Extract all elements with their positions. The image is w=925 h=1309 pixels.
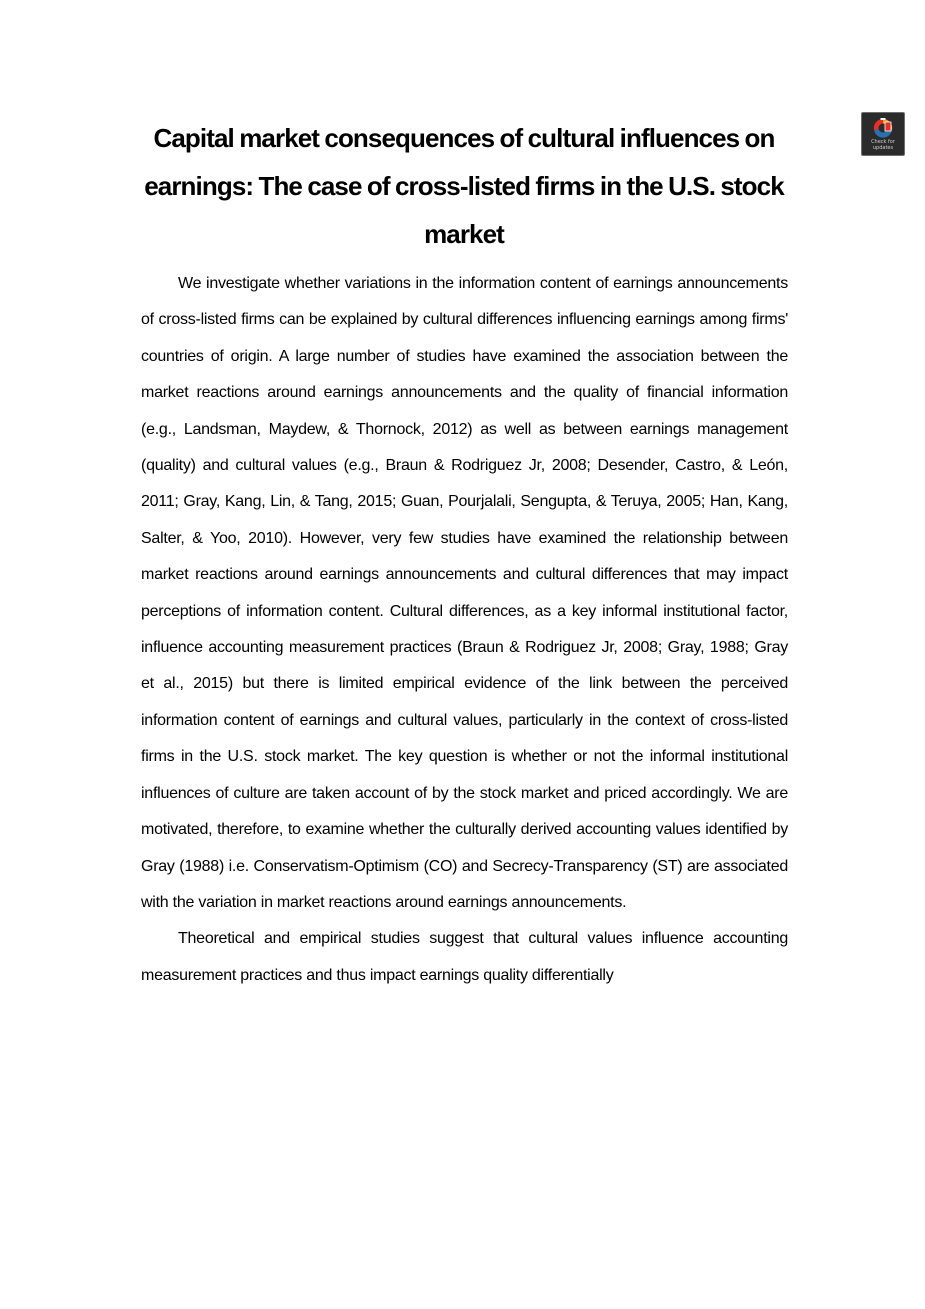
paragraph: We investigate whether variations in the information content of earnings announcements of cross-listed firms can be explained by cultural differences influencing earnings among firms' countries of origin. A large number of studies have examined the association between the market reactions around earnings announcements and the quality of financial information (e.g., Landsman, Maydew, & Thornock, 2012) as well as between earnings management (quality) and cultural values (e.g., Braun & Rodriguez Jr, 2008; Desender, Castro, & León, 2011; Gray, Kang, Lin, & Tang, 2015; Guan, Pourjalali, Sengupta, & Teruya, 2005; Han, Kang, Salter, & Yoo, 2010). However, very few studies have examined the relationship between market reactions around earnings announcements and cultural differences that may impact perceptions of information content. Cultural differences, as a key informal institutional factor, influence accounting measurement practices (Braun & Rodriguez Jr, 2008; Gray, 1988; Gray et al., 2015) but there is limited empirical evidence of the link between the perceived information content of earnings and cultural values, particularly in the context of cross-listed firms in the U.S. stock market. The key question is whether or not the informal institutional influences of culture are taken account of by the stock market and priced accordingly. We are motivated, therefore, to examine whether the culturally derived accounting values identified by Gray (1988) i.e. Conservatism-Optimism (CO) and Secrecy-Transparency (ST) are associated with the variation in market reactions around earnings announcements. (141, 275, 788, 911)
check-for-updates-badge[interactable] (861, 112, 905, 156)
paragraph: Theoretical and empirical studies suggest that cultural values influence accounting measurement practices and thus impact earnings quality differentially (141, 930, 788, 984)
paper-title: Capital market consequences of cultural influences on earnings: The case of cross-listed firms in the U.S. stock market (144, 123, 784, 249)
body-text (141, 266, 788, 994)
check-for-updates-icon (870, 116, 896, 140)
badge-label: Check for updates (871, 139, 895, 151)
